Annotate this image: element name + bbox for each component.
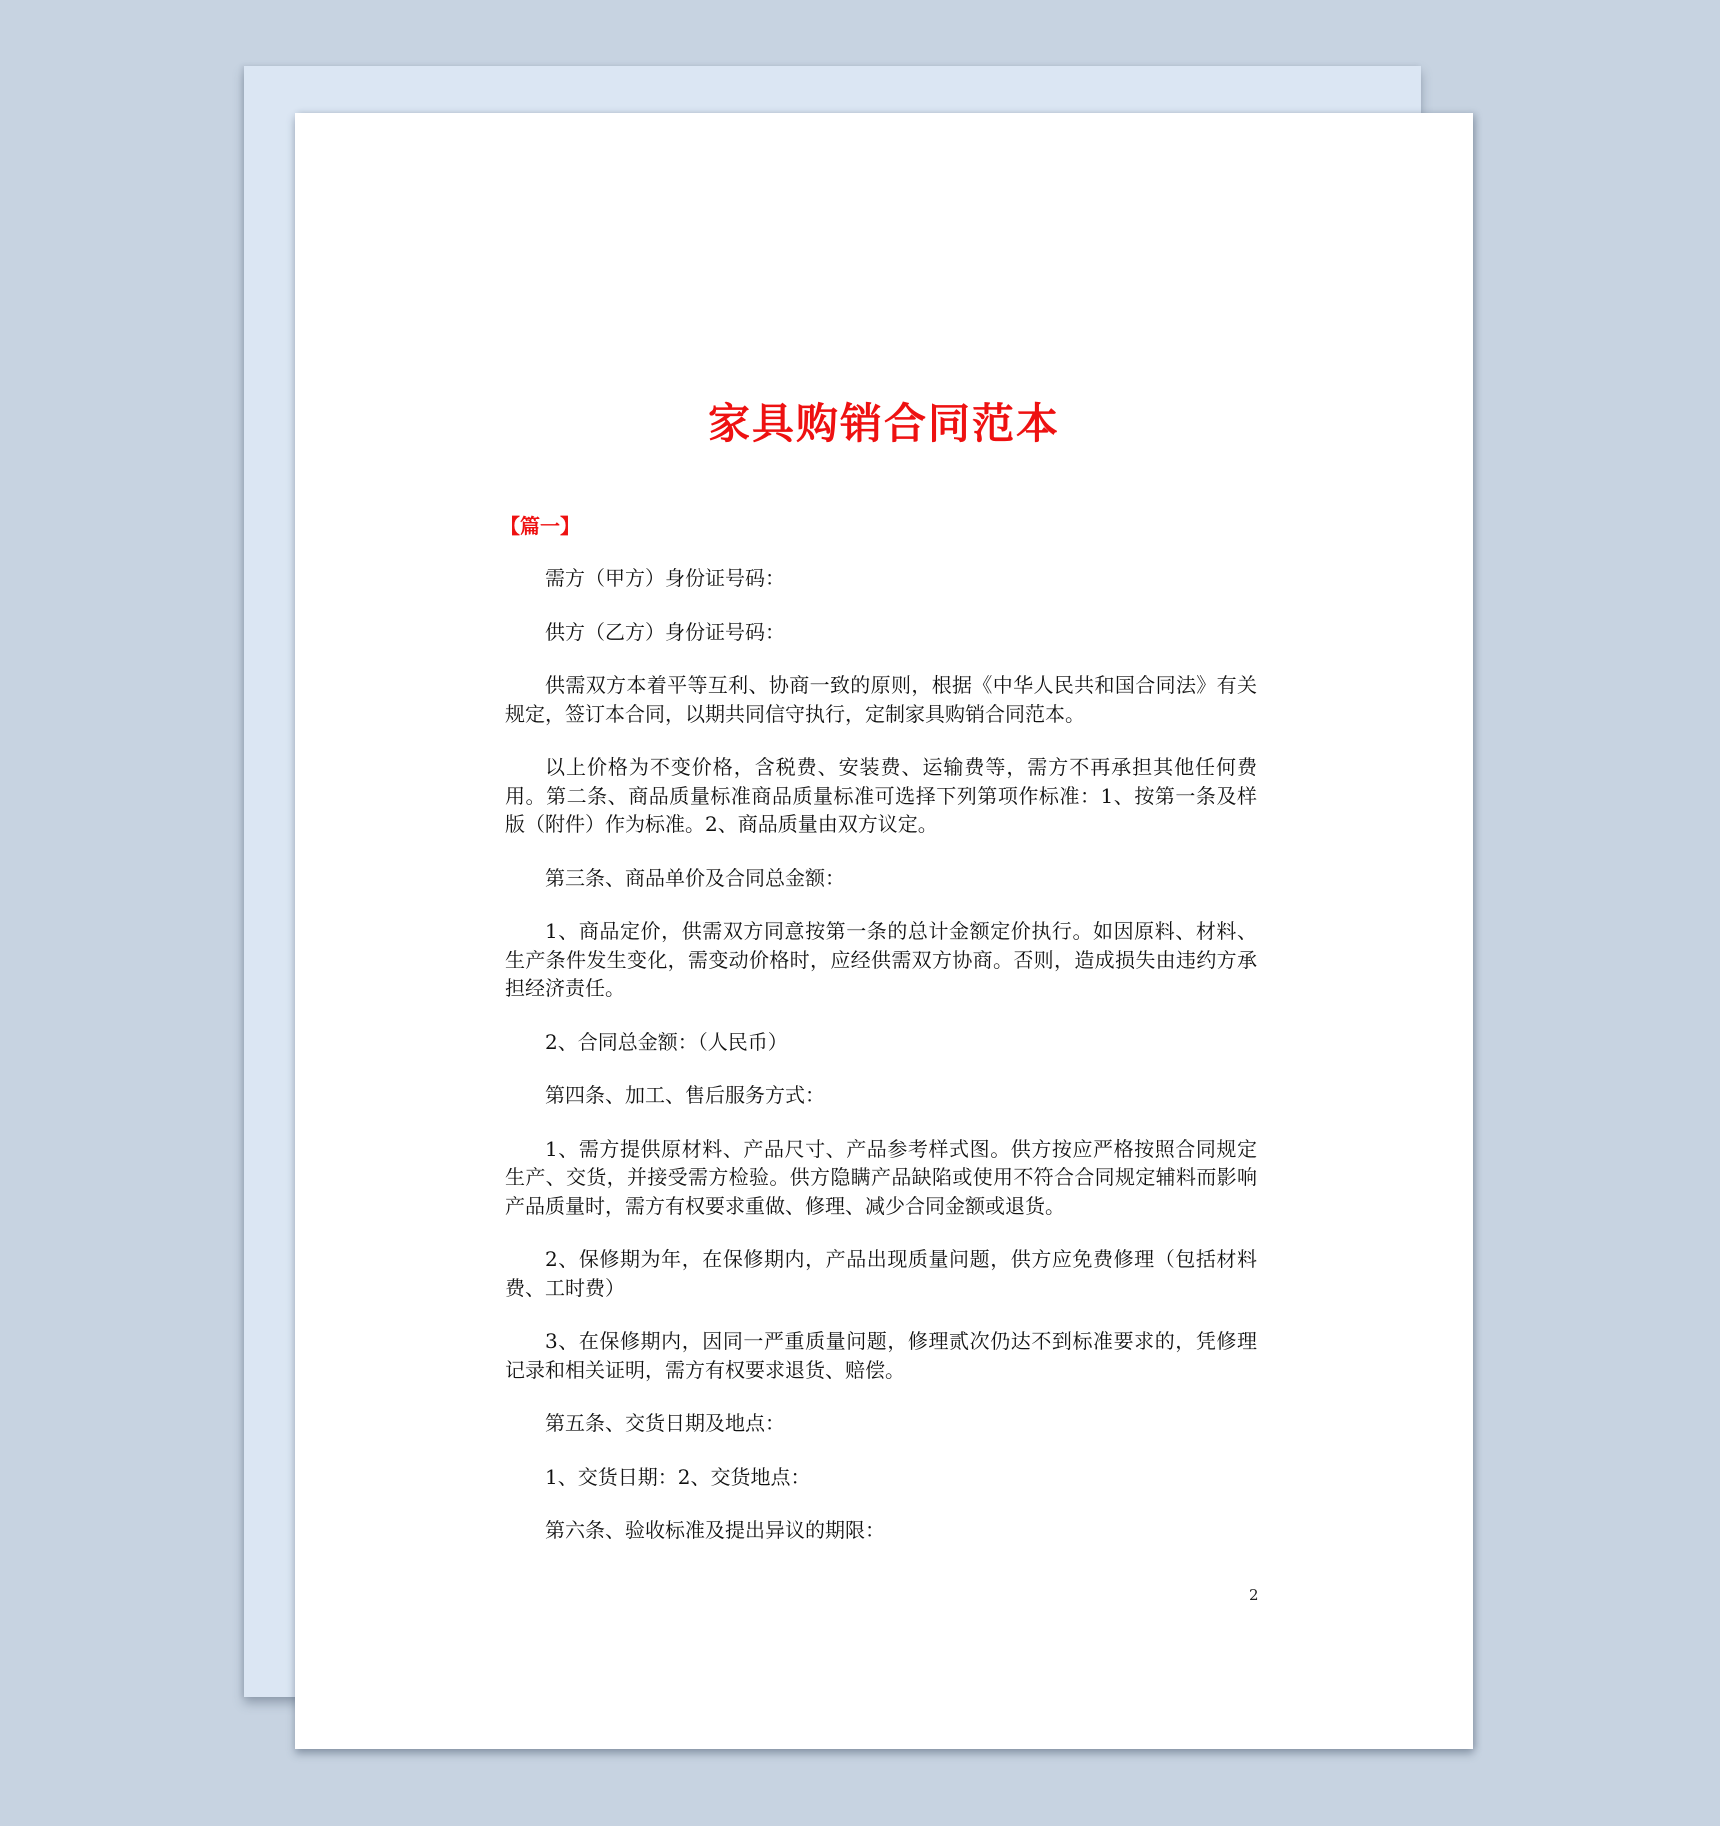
- paragraph-article-5-items: 1、交货日期：2、交货地点：: [545, 1464, 811, 1489]
- paragraph-buyer-id: 需方（甲方）身份证号码：: [545, 566, 785, 590]
- paragraph-price-quality: 以上价格为不变价格，含税费、安装费、运输费等，需方不再承担其他任何费用。第二条、商品质量标准商品质量标准可选择下列第项作标准：1、按第一条及样版（附件）作为标准。2、商品质量由双方议定。: [505, 755, 1257, 836]
- document-title: 家具购销合同范本: [707, 399, 1060, 448]
- paragraph-article-5-heading: 第五条、交货日期及地点：: [545, 1411, 785, 1435]
- paragraph-article-6-heading: 第六条、验收标准及提出异议的期限：: [545, 1518, 885, 1542]
- section-label: 【篇一】: [500, 514, 580, 538]
- paragraph-article-4-item-2: 2、保修期为年，在保修期内，产品出现质量问题，供方应免费修理（包括材料费、工时费）: [505, 1247, 1257, 1300]
- page-number: 2: [1249, 1586, 1259, 1604]
- paragraph-seller-id: 供方（乙方）身份证号码：: [545, 619, 785, 644]
- paragraph-preamble: 供需双方本着平等互利、协商一致的原则，根据《中华人民共和国合同法》有关规定，签订本合同，以期共同信守执行，定制家具购销合同范本。: [505, 673, 1257, 726]
- paragraph-article-3-item-2: 2、合同总金额：（人民币）: [545, 1029, 788, 1054]
- paragraph-article-4-item-1: 1、需方提供原材料、产品尺寸、产品参考样式图。供方按应严格按照合同规定生产、交货，并接受需方检验。供方隐瞒产品缺陷或使用不符合合同规定辅料而影响产品质量时，需方有权要求重做、修理、减少合同金额或退货。: [505, 1136, 1257, 1218]
- document-body: [505, 564, 1257, 1570]
- document-page: [295, 113, 1473, 1749]
- paragraph-article-4-heading: 第四条、加工、售后服务方式：: [545, 1083, 825, 1107]
- paragraph-article-4-item-3: 3、在保修期内，因同一严重质量问题，修理贰次仍达不到标准要求的，凭修理记录和相关证明，需方有权要求退货、赔偿。: [505, 1329, 1257, 1382]
- paragraph-article-3-item-1: 1、商品定价，供需双方同意按第一条的总计金额定价执行。如因原料、材料、生产条件发生变化，需变动价格时，应经供需双方协商。否则，造成损失由违约方承担经济责任。: [505, 919, 1257, 1000]
- paragraph-article-3-heading: 第三条、商品单价及合同总金额：: [545, 865, 845, 890]
